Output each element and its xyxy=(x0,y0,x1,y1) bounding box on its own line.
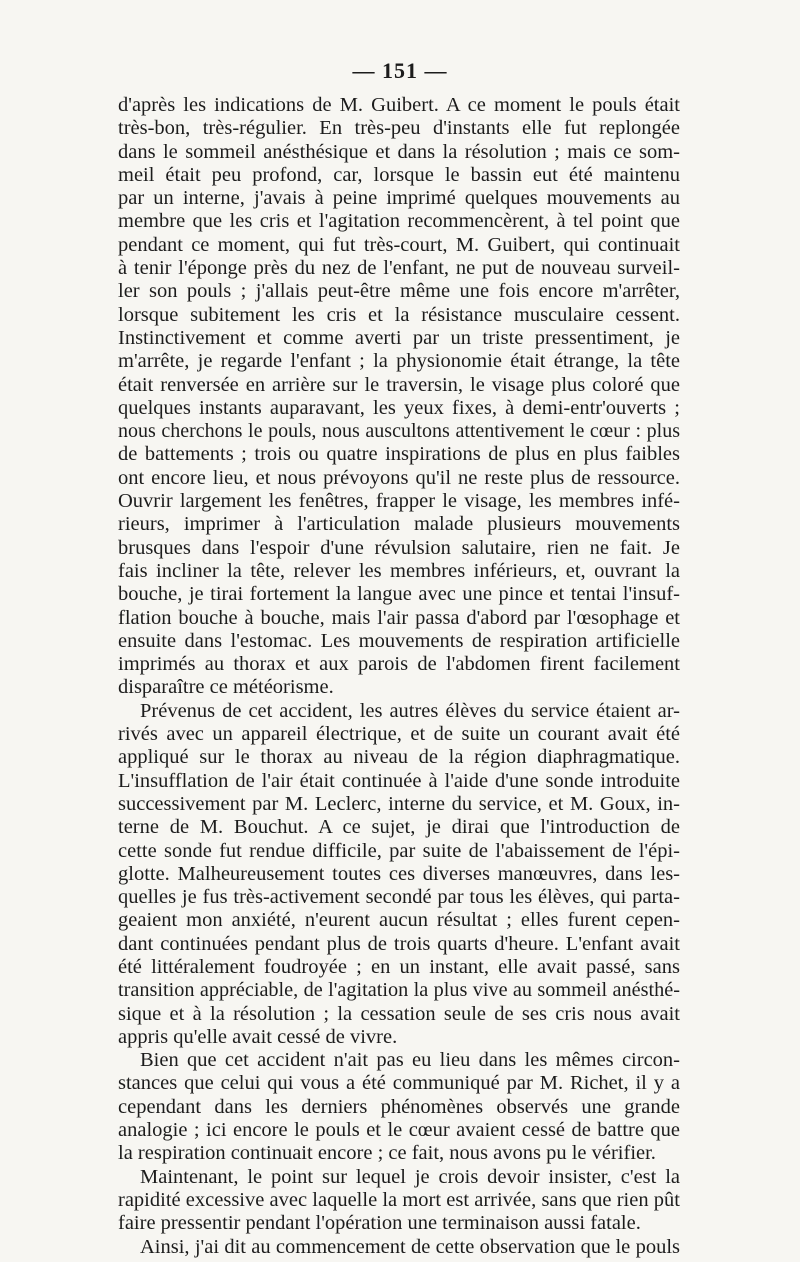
text-line: appliqué sur le thorax au niveau de la région diaphragmatique. xyxy=(118,746,680,769)
text-line: très-bon, très-régulier. En très-peu d'instants elle fut replongée xyxy=(118,117,680,140)
text-line: dans le sommeil anésthésique et dans la résolution ; mais ce som- xyxy=(118,140,680,163)
text-line: cette sonde fut rendue difficile, par suite de l'abaissement de l'épi- xyxy=(118,839,680,862)
text-line: dant continuées pendant plus de trois quarts d'heure. L'enfant avait xyxy=(118,932,680,955)
text-line: geaient mon anxiété, n'eurent aucun résultat ; elles furent cepen- xyxy=(118,909,680,932)
text-line: à tenir l'éponge près du nez de l'enfant, ne put de nouveau surveil- xyxy=(118,257,680,280)
text-line: rieurs, imprimer à l'articulation malade plusieurs mouvements xyxy=(118,513,680,536)
text-line: la respiration continuait encore ; ce fait, nous avons pu le vérifier. xyxy=(118,1142,656,1165)
text-line: par un interne, j'avais à peine imprimé quelques mouvements au xyxy=(118,187,680,210)
text-line: nous cherchons le pouls, nous auscultons attentivement le cœur : plus xyxy=(118,420,680,443)
text-line: cependant dans les derniers phénomènes observés une grande xyxy=(118,1095,680,1118)
text-line: Instinctivement et comme averti par un triste pressentiment, je xyxy=(118,326,680,349)
text-line: été littéralement foudroyée ; en un instant, elle avait passé, sans xyxy=(118,955,680,978)
text-line: disparaître ce météorisme. xyxy=(118,676,334,699)
text-line: stances que celui qui vous a été communiqué par M. Richet, il y a xyxy=(118,1072,680,1095)
text-line: successivement par M. Leclerc, interne du service, et M. Goux, in- xyxy=(118,792,680,815)
text-line: de battements ; trois ou quatre inspirations de plus en plus faibles xyxy=(118,443,680,466)
text-line: transition appréciable, de l'agitation la plus vive au sommeil anésthé- xyxy=(118,979,680,1002)
text-line: fais incliner la tête, relever les membres inférieurs, et, ouvrant la xyxy=(118,559,680,582)
text-line: Bien que cet accident n'ait pas eu lieu dans les mêmes circon- xyxy=(140,1049,680,1072)
text-line: faire pressentir pendant l'opération une terminaison aussi fatale. xyxy=(118,1212,641,1235)
text-line: ont encore lieu, et nous prévoyons qu'il ne reste plus de ressource. xyxy=(118,466,680,489)
text-line: analogie ; ici encore le pouls et le cœur avaient cessé de battre que xyxy=(118,1119,680,1142)
text-line: Ouvrir largement les fenêtres, frapper le visage, les membres infé- xyxy=(118,490,680,513)
text-line: rivés avec un appareil électrique, et de suite un courant avait été xyxy=(118,723,680,746)
text-line: pendant ce moment, qui fut très-court, M. Guibert, qui continuait xyxy=(118,233,680,256)
text-line: flation bouche à bouche, mais l'air passa d'abord par l'œsophage et xyxy=(118,606,680,629)
page-number: — 151 — xyxy=(352,58,448,83)
text-line: glotte. Malheureusement toutes ces diverses manœuvres, dans les- xyxy=(118,862,680,885)
text-line: Maintenant, le point sur lequel je crois devoir insister, c'est la xyxy=(140,1165,680,1188)
text-line: sique et à la résolution ; la cessation seule de ses cris nous avait xyxy=(118,1002,680,1025)
text-line: rapidité excessive avec laquelle la mort est arrivée, sans que rien pût xyxy=(118,1188,680,1211)
text-line: brusques dans l'espoir d'une révulsion salutaire, rien ne fait. Je xyxy=(118,536,680,559)
text-line: imprimés au thorax et aux parois de l'abdomen firent facilement xyxy=(118,653,680,676)
text-line: quelques instants auparavant, les yeux fixes, à demi-entr'ouverts ; xyxy=(118,396,680,419)
text-line: appris qu'elle avait cessé de vivre. xyxy=(118,1025,398,1048)
text-line: terne de M. Bouchut. A ce sujet, je dirai que l'introduction de xyxy=(118,816,680,839)
text-line: ler son pouls ; j'allais peut-être même une fois encore m'arrêter, xyxy=(118,280,680,303)
text-line: L'insufflation de l'air était continuée à l'aide d'une sonde introduite xyxy=(118,769,680,792)
text-line: d'après les indications de M. Guibert. A ce moment le pouls était xyxy=(118,94,680,116)
text-line: membre que les cris et l'agitation recommencèrent, à tel point que xyxy=(118,210,680,233)
text-line: ensuite dans l'estomac. Les mouvements de respiration artificielle xyxy=(118,629,680,652)
text-line: m'arrête, je regarde l'enfant ; la physionomie était étrange, la tête xyxy=(118,350,680,373)
text-line: Ainsi, j'ai dit au commencement de cette observation que le pouls xyxy=(140,1235,680,1258)
text-line: bouche, je tirai fortement la langue avec une pince et tentai l'insuf- xyxy=(118,583,680,606)
text-line: quelles je fus très-activement secondé par tous les élèves, qui parta- xyxy=(118,886,680,909)
text-line: meil était peu profond, car, lorsque le bassin eut été maintenu xyxy=(118,163,680,186)
body-text xyxy=(118,94,680,1259)
text-line: était renversée en arrière sur le traversin, le visage plus coloré que xyxy=(118,373,680,396)
text-line: lorsque subitement les cris et la résistance musculaire cessent. xyxy=(118,303,680,326)
text-line: Prévenus de cet accident, les autres élèves du service étaient ar- xyxy=(140,699,680,722)
